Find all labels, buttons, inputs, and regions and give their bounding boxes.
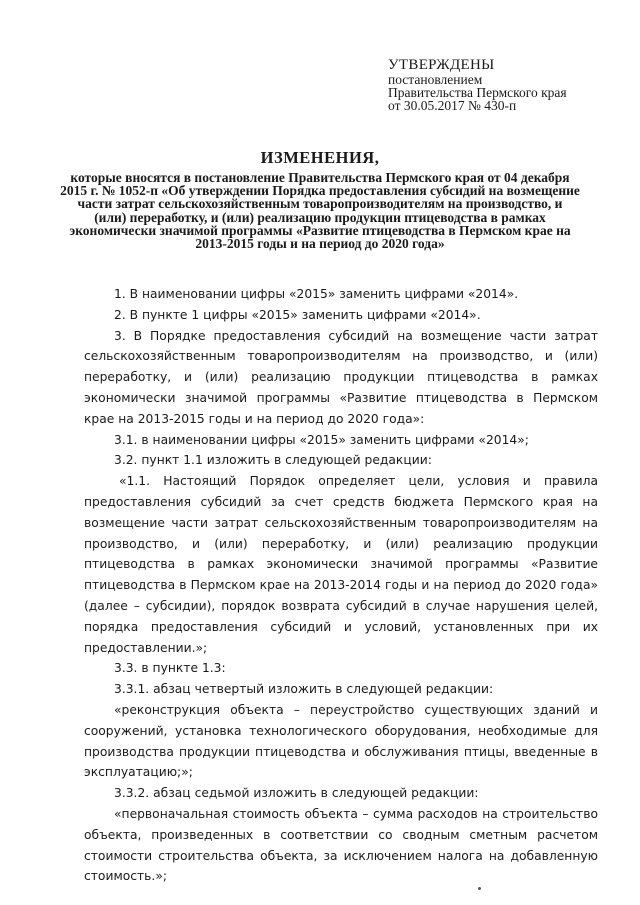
approval-line-3: от 30.05.2017 № 430-п <box>388 98 517 113</box>
paragraph-quote-initial-cost: «первоначальная стоимость объекта – сумма расходов на строительство объекта, произведенных в соответствии со сводным сметным расчетом стоимости строительства объекта, за исключением налога на добавленную стоимость.»; <box>84 806 598 884</box>
paragraph-3-1: 3.1. в наименовании цифры «2015» заменить цифрами «2014»; <box>114 432 529 447</box>
document-body <box>84 284 598 887</box>
approval-heading: УТВЕРЖДЕНЫ <box>388 57 495 73</box>
approval-stamp <box>388 58 628 112</box>
approval-line-1: постановлением <box>388 72 483 87</box>
scan-speck <box>478 887 481 890</box>
document-subtitle: которые вносятся в постановление Правительства Пермского края от 04 декабря 2015 г. № 1052-п «Об утверждении Порядка предоставления субсидий на возмещение части затрат сельскохозяйственным товаропроизводителям на производство, и (или) переработку, и (или) реализацию продукции птицеводства в рамках экономически значимой программы «Развитие птицеводства в Пермском крае на 2013-2015 годы и на период до 2020 года» <box>60 170 580 252</box>
approval-line-2: Правительства Пермского края <box>388 85 567 100</box>
paragraph-3: 3. В Порядке предоставления субсидий на возмещение части затрат сельскохозяйственным товаропроизводителям на производство, и (или) переработку, и (или) реализацию продукции птицеводства в рамках экономически значимой программы «Развитие птицеводства в Пермском крае на 2013-2015 годы и на период до 2020 года»: <box>84 328 598 426</box>
document-title: ИЗМЕНЕНИЯ, <box>260 148 380 167</box>
paragraph-3-3-1: 3.3.1. абзац четвертый изложить в следующей редакции: <box>114 682 494 697</box>
paragraph-quote-1-1: «1.1. Настоящий Порядок определяет цели, условия и правила предоставления субсидий за счет средств бюджета Пермского края на возмещение части затрат сельскохозяйственным товаропроизводителям на производство, и (или) переработку, и (или) реализацию продукции птицеводства в рамках экономически значимой программы «Развитие птицеводства в Пермском крае на 2013-2014 годы и на период до 2020 года» (далее – субсидии), порядок возврата субсидий в случае нарушения целей, порядка предоставления субсидий и условий, установленных при их предоставлении.»; <box>84 474 598 655</box>
paragraph-quote-reconstruction: «реконструкция объекта – переустройство существующих зданий и сооружений, установка технологического оборудования, необходимые для производства продукции птицеводства и обслуживания птицы, введенные в эксплуатацию;»; <box>84 702 598 780</box>
paragraph-2: 2. В пункте 1 цифры «2015» заменить цифрами «2014». <box>114 307 481 322</box>
paragraph-3-3-2: 3.3.2. абзац седьмой изложить в следующей редакции: <box>114 786 479 801</box>
paragraph-1: 1. В наименовании цифры «2015» заменить цифрами «2014». <box>114 287 519 301</box>
paragraph-3-3: 3.3. в пункте 1.3: <box>114 661 226 676</box>
paragraph-3-2: 3.2. пункт 1.1 изложить в следующей редакции: <box>114 453 432 468</box>
